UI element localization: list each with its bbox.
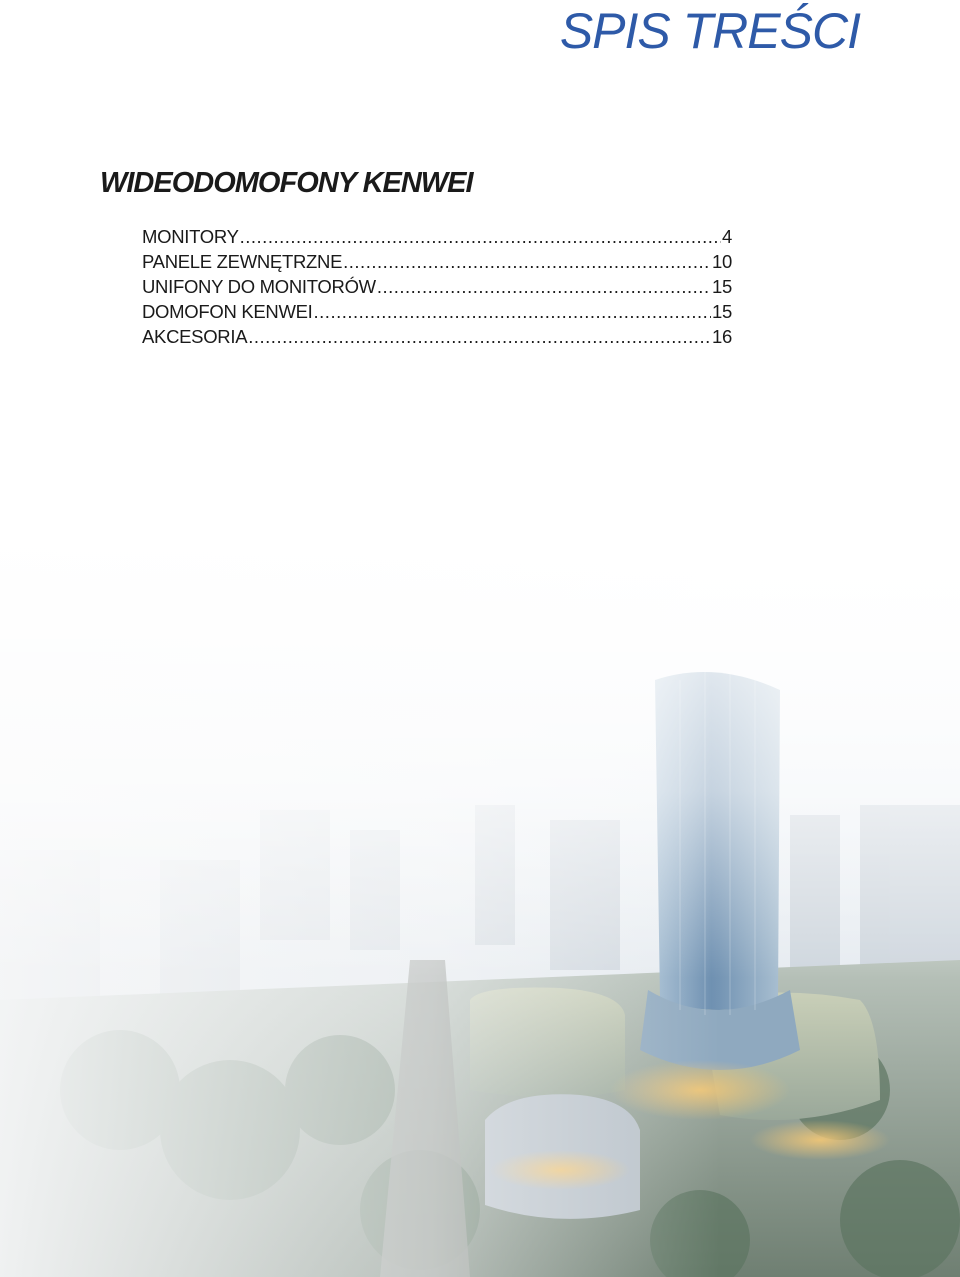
city-skyline-illustration <box>0 530 960 1277</box>
toc-leader-dots <box>343 249 711 274</box>
toc-entry-label: MONITORY <box>142 226 239 247</box>
toc-entry-domofon[interactable] <box>142 299 732 324</box>
toc-entry-page: 15 <box>712 301 732 322</box>
section-title: WIDEODOMOFONY KENWEI <box>100 167 473 199</box>
toc-entry-akcesoria[interactable] <box>142 324 732 349</box>
toc-entry-monitory[interactable] <box>142 224 732 249</box>
toc-entry-label: UNIFONY DO MONITORÓW <box>142 276 376 297</box>
toc-entry-panele[interactable] <box>142 249 732 274</box>
toc-entry-page: 15 <box>712 276 732 297</box>
toc-leader-dots <box>377 274 711 299</box>
toc-leader-dots <box>314 299 711 324</box>
toc-entry-label: PANELE ZEWNĘTRZNE <box>142 251 343 272</box>
toc-leader-dots <box>240 224 721 249</box>
toc-leader-dots <box>248 324 711 349</box>
toc-entry-label: AKCESORIA <box>142 326 248 347</box>
toc-entry-page: 4 <box>722 226 732 247</box>
page-title: SPIS TREŚCI <box>559 3 860 59</box>
toc-entry-label: DOMOFON KENWEI <box>142 301 313 322</box>
toc-entry-page: 10 <box>712 251 732 272</box>
table-of-contents <box>142 224 732 349</box>
toc-entry-unifony[interactable] <box>142 274 732 299</box>
toc-entry-page: 16 <box>712 326 732 347</box>
